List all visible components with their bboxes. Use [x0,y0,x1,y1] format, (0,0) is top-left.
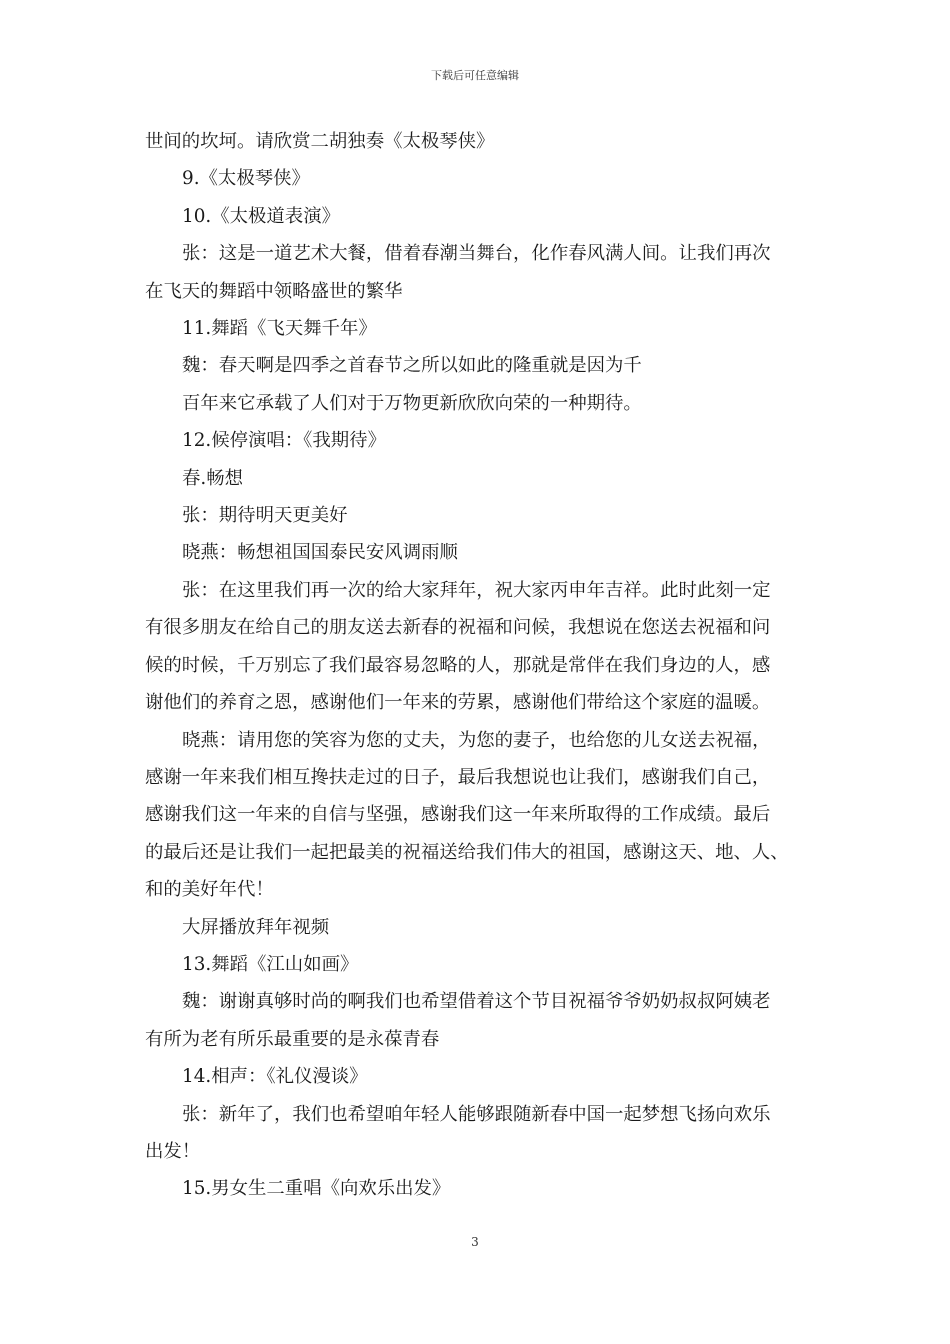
text-line: 魏：谢谢真够时尚的啊我们也希望借着这个节目祝福爷爷奶奶叔叔阿姨老 [182,991,771,1013]
text-line: 世间的坎坷。请欣赏二胡独奏《太极琴侠》 [145,131,495,152]
text-line: 大屏播放拜年视频 [182,916,330,938]
text-line: 10.《太极道表演》 [182,205,340,227]
text-line: 张：新年了，我们也希望咱年轻人能够跟随新春中国一起梦想飞扬向欢乐 [182,1103,771,1125]
text-line: 候的时候，千万别忘了我们最容易忽略的人，那就是常伴在我们身边的人，感 [145,654,771,676]
text-line: 感谢一年来我们相互搀扶走过的日子，最后我想说也让我们，感谢我们自己， [145,766,771,788]
text-line: 的最后还是让我们一起把最美的祝福送给我们伟大的祖国，感谢这天、地、人、 [145,841,789,863]
text-line: 9.《太极琴侠》 [182,168,310,190]
text-line: 在飞天的舞蹈中领略盛世的繁华 [145,280,403,302]
text-line: 感谢我们这一年来的自信与坚强，感谢我们这一年来所取得的工作成绩。最后 [145,804,771,826]
text-line: 春.畅想 [182,467,244,489]
document-body [145,123,825,1208]
text-line: 晓燕：畅想祖国国泰民安风调雨顺 [182,542,458,564]
text-line: 有很多朋友在给自己的朋友送去新春的祝福和问候，我想说在您送去祝福和问 [145,617,771,639]
text-line: 14.相声：《礼仪漫谈》 [182,1066,368,1088]
text-line: 魏：春天啊是四季之首春节之所以如此的隆重就是因为千 [182,355,642,377]
text-line: 谢他们的养育之恩，感谢他们一年来的劳累，感谢他们带给这个家庭的温暖。 [145,692,771,714]
text-line: 有所为老有所乐最重要的是永葆青春 [145,1028,440,1050]
text-line: 11.舞蹈《飞天舞千年》 [182,318,377,340]
text-line: 和的美好年代！ [145,879,274,901]
text-line: 晓燕：请用您的笑容为您的丈夫，为您的妻子，也给您的儿女送去祝福， [182,729,771,751]
text-line: 张：期待明天更美好 [182,505,348,527]
text-line: 15.男女生二重唱《向欢乐出发》 [182,1178,451,1200]
text-line: 百年来它承载了人们对于万物更新欣欣向荣的一种期待。 [182,392,642,414]
text-line: 12.候停演唱：《我期待》 [182,430,386,452]
text-line: 13.舞蹈《江山如画》 [182,953,359,975]
text-line: 张：在这里我们再一次的给大家拜年，祝大家丙申年吉祥。此时此刻一定 [182,579,771,601]
page-number: 3 [471,1235,479,1249]
page-header: 下载后可任意编辑 [431,69,519,82]
text-line: 张：这是一道艺术大餐，借着春潮当舞台，化作春风满人间。让我们再次 [182,243,771,265]
text-line: 出发！ [145,1140,201,1162]
